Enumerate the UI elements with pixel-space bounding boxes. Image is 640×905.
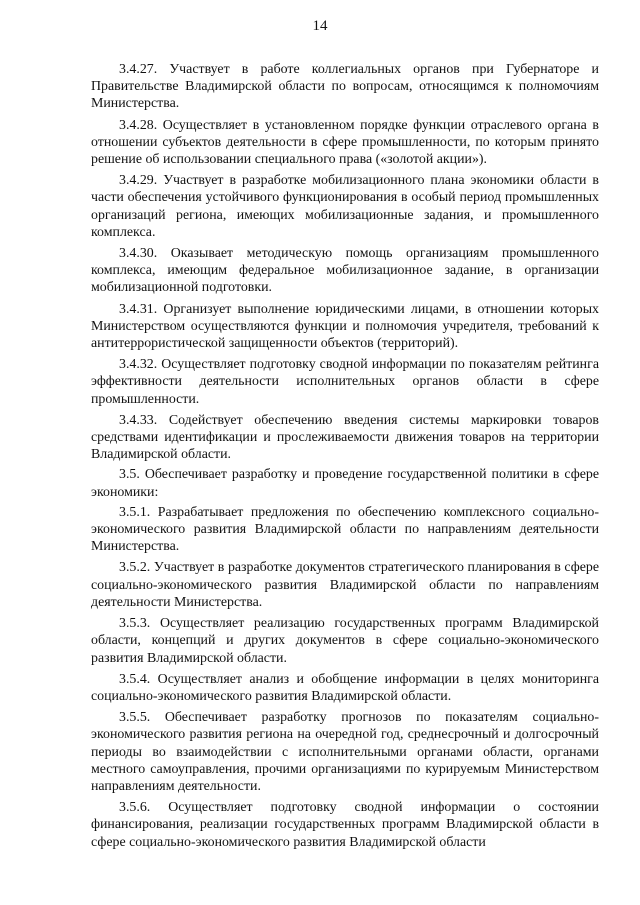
document-body xyxy=(91,61,599,855)
paragraph-text: Организует выполнение юридическими лицами, в отношении которых Министерством осуществляются функции и полномочия учредителя, требований к антитеррористической защищенности объектов (территорий). xyxy=(91,301,599,352)
paragraph-3-4-30 xyxy=(91,245,599,297)
paragraph-3-4-33 xyxy=(91,412,599,464)
paragraph-number: 3.4.33. xyxy=(119,412,158,428)
paragraph-number: 3.5.5. xyxy=(119,710,151,726)
paragraph-3-5-6 xyxy=(91,799,599,851)
paragraph-3-5-5 xyxy=(91,709,599,795)
paragraph-3-5-4 xyxy=(91,671,599,705)
paragraph-number: 3.4.27. xyxy=(119,62,158,77)
paragraph-number: 3.4.29. xyxy=(119,173,158,189)
paragraph-text: Участвует в разработке документов стратегического планирования в сфере социально-экономического развития Владимирской области по направлениям деятельности Министерства. xyxy=(91,560,599,610)
paragraph-number: 3.4.31. xyxy=(119,301,158,317)
paragraph-text: Осуществляет в установленном порядке функции отраслевого органа в отношении субъектов деятельности в сфере промышленности, по которым принято решение об использовании специального права («золотой акции»). xyxy=(91,117,599,168)
paragraph-text: Оказывает методическую помощь организациям промышленного комплекса, имеющим федеральное мобилизационное задание, в организации мобилизационной подготовки. xyxy=(91,246,599,296)
paragraph-number: 3.5.6. xyxy=(119,800,151,816)
paragraph-3-4-27 xyxy=(91,61,599,113)
paragraph-text: Осуществляет анализ и обобщение информации в целях мониторинга социально-экономического развития Владимирской области. xyxy=(91,671,599,704)
page-number: 14 xyxy=(312,18,328,34)
paragraph-number: 3.5.4. xyxy=(119,671,151,687)
paragraph-text: Обеспечивает разработку прогнозов по показателям социально-экономического развития региона на очередной год, среднесрочный и долгосрочный периоды во взаимодействии с исполнительными органами области, органами местного самоуправления, прочими организациями по курируемым Министерством направлениям деятельности. xyxy=(91,710,599,794)
paragraph-3-4-32 xyxy=(91,356,599,408)
paragraph-text: Участвует в разработке мобилизационного плана экономики области в части обеспечения устойчивого функционирования в особый период промышленных организаций региона, имеющих мобилизационные задания, и промышленного комплекса. xyxy=(91,173,599,240)
paragraph-text: Обеспечивает разработку и проведение государственной политики в сфере экономики: xyxy=(91,467,599,500)
paragraph-3-5-2 xyxy=(91,559,599,611)
paragraph-number: 3.4.32. xyxy=(119,357,158,373)
paragraph-number: 3.4.30. xyxy=(119,246,158,262)
paragraph-3-5 xyxy=(91,466,599,500)
paragraph-number: 3.5.3. xyxy=(119,616,151,632)
paragraph-number: 3.5. xyxy=(119,467,140,483)
paragraph-number: 3.4.28. xyxy=(119,117,158,133)
paragraph-text: Содействует обеспечению введения системы маркировки товаров средствами идентификации и прослеживаемости движения товаров на территории Владимирской области. xyxy=(91,412,599,463)
paragraph-text: Разрабатывает предложения по обеспечению комплексного социально-экономического развития Владимирской области по направлениям деятельности Министерства. xyxy=(91,504,599,555)
paragraph-number: 3.5.1. xyxy=(119,504,151,520)
paragraph-3-4-29 xyxy=(91,172,599,241)
paragraph-number: 3.5.2. xyxy=(119,560,151,576)
paragraph-text: Осуществляет подготовку сводной информации о состоянии финансирования, реализации государственных программ Владимирской области в сфере социально-экономического развития Владимирской области xyxy=(91,800,599,850)
paragraph-3-4-28 xyxy=(91,117,599,169)
paragraph-text: Осуществляет реализацию государственных программ Владимирской области, концепций и других документов в сфере социально-экономического развития Владимирской области. xyxy=(91,616,599,666)
paragraph-3-4-31 xyxy=(91,301,599,353)
paragraph-text: Участвует в работе коллегиальных органов при Губернаторе и Правительстве Владимирской области по вопросам, относящимся к полномочиям Министерства. xyxy=(91,62,599,112)
paragraph-text: Осуществляет подготовку сводной информации по показателям рейтинга эффективности деятельности исполнительных органов области в сфере промышленности. xyxy=(91,357,599,407)
paragraph-3-5-3 xyxy=(91,615,599,667)
paragraph-3-5-1 xyxy=(91,504,599,556)
